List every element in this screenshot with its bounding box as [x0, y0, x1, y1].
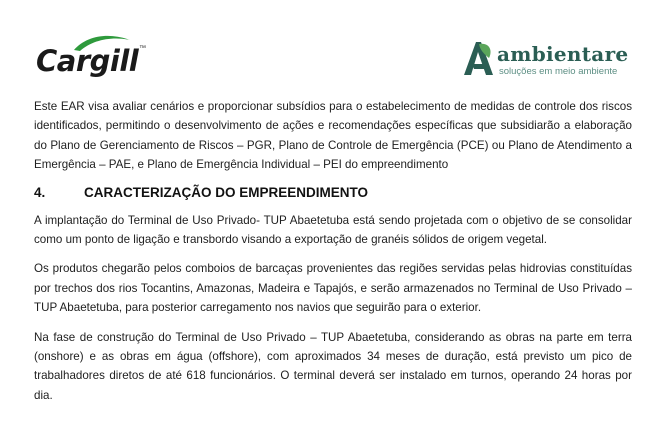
cargill-logo: [36, 30, 156, 82]
cargill-trademark: ™: [139, 45, 146, 52]
ambientare-logo: [462, 40, 642, 80]
section-number: 4.: [34, 184, 46, 200]
page-header: [0, 0, 665, 90]
paragraph-2: Os produtos chegarão pelos comboios de barcaças provenientes das regiões servidas pelas hidrovias constituídas por trechos dos rios Tocantins, Amazonas, Madeira e Tapajós, e serão armazenados no Terminal de Uso Privado – TUP Abaetetuba, para posterior carregamento nos navios que seguirão para o exterior.: [34, 262, 632, 315]
document-body: [34, 97, 632, 415]
section-heading: [34, 183, 632, 203]
paragraph-3: Na fase de construção do Terminal de Uso Privado – TUP Abaetetuba, considerando as obras na parte em terra (onshore) e as obras em água (offshore), com aproximados 34 meses de duração, está previsto um pico de trabalhadores diretos de até 618 funcionários. O terminal deverá ser instalado em turnos, operando 24 horas por dia.: [34, 330, 632, 402]
section-title: CARACTERIZAÇÃO DO EMPREENDIMENTO: [84, 184, 369, 200]
ambientare-tagline: soluções em meio ambiente: [499, 66, 618, 77]
ambientare-wordmark: ambientare: [497, 42, 629, 66]
cargill-wordmark: Cargill: [36, 44, 139, 78]
intro-paragraph: Este EAR visa avaliar cenários e proporcionar subsídios para o estabelecimento de medidas de controle dos riscos identificados, permitindo o desenvolvimento de ações e recomendações específicas que subsidiarão a elaboração do Plano de Gerenciamento de Riscos – PGR, Plano de Controle de Emergência (PCE) ou Plano de Atendimento a Emergência – PAE, e Plano de Emergência Individual – PEI do empreendimento: [34, 100, 632, 172]
ambientare-leaf-icon: [462, 40, 494, 76]
paragraph-1: A implantação do Terminal de Uso Privado- TUP Abaetetuba está sendo projetada com o objetivo de se consolidar como um ponto de ligação e transbordo visando a exportação de granéis sólidos de origem vegetal.: [34, 213, 632, 247]
